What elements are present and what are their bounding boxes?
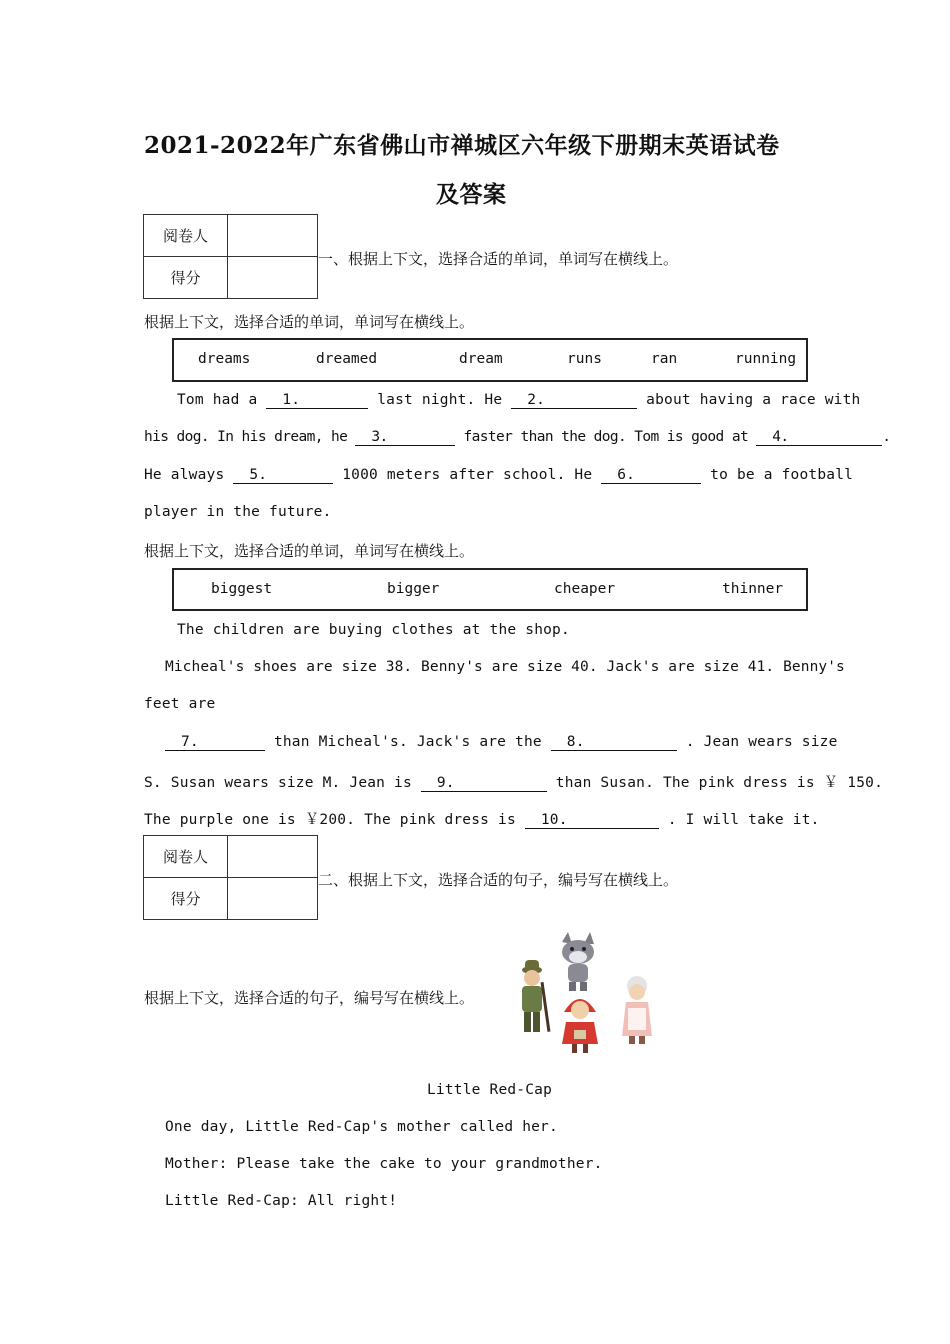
answer-blank-7[interactable]: 7. <box>165 734 265 751</box>
word-bank-item: ran <box>651 351 678 367</box>
reviewer-cell[interactable] <box>228 836 318 878</box>
passage-b-line-3: feet are <box>144 696 216 712</box>
word-bank-item: cheaper <box>554 581 616 597</box>
passage-a-line-1: Tom had a 1. last night. He 2. about having a race with <box>177 392 861 408</box>
answer-blank-5[interactable]: 5. <box>233 467 333 484</box>
section-2-instruction: 根据上下文，选择合适的句子，编号写在横线上。 <box>144 989 475 1007</box>
story-title: Little Red-Cap <box>427 1082 553 1098</box>
answer-blank-1[interactable]: 1. <box>266 392 368 409</box>
passage-a-line-2: his dog. In his dream, he 3. faster than the dog. Tom is good at 4. . <box>144 429 891 445</box>
score-table-1 <box>143 214 318 299</box>
score-label: 得分 <box>144 878 228 920</box>
answer-blank-4[interactable]: 4. <box>756 429 882 446</box>
passage-b-line-4: 7. than Micheal's. Jack's are the 8. . Jean wears size <box>165 734 845 751</box>
passage-b-line-1: The children are buying clothes at the shop. <box>177 622 570 638</box>
score-label: 得分 <box>144 257 228 299</box>
word-bank-item: running <box>735 351 797 367</box>
score-table-2 <box>143 835 318 920</box>
wolf-figure <box>562 932 594 991</box>
grandmother-figure <box>622 976 652 1044</box>
document-title-line-2: 及答案 <box>436 181 507 208</box>
story-line-2: Mother: Please take the cake to your grandmother. <box>165 1156 603 1172</box>
word-bank-item: biggest <box>211 581 273 597</box>
passage-b-line-2: Micheal's shoes are size 38. Benny's are size 40. Jack's are size 41. Benny's <box>165 659 845 675</box>
word-bank-item: thinner <box>722 581 784 597</box>
passage-b-line-5: S. Susan wears size M. Jean is 9. than Susan. The pink dress is ￥ 150. <box>144 775 884 791</box>
reviewer-cell[interactable] <box>228 215 318 257</box>
answer-blank-9[interactable]: 9. <box>421 775 547 792</box>
word-bank-item: bigger <box>387 581 440 597</box>
word-bank-item: runs <box>567 351 602 367</box>
answer-blank-2[interactable]: 2. <box>511 392 637 409</box>
score-cell[interactable] <box>228 878 318 920</box>
word-bank-b <box>172 568 808 611</box>
word-bank-item: dreamed <box>316 351 378 367</box>
section-1-heading: 一、根据上下文，选择合适的单词，单词写在横线上。 <box>318 250 679 268</box>
section-1b-instruction: 根据上下文，选择合适的单词，单词写在横线上。 <box>144 542 475 560</box>
passage-a-line-3: He always 5. 1000 meters after school. He 6. to be a football <box>144 467 854 483</box>
passage-a-line-4: player in the future. <box>144 504 332 520</box>
story-characters-illustration <box>512 932 662 1058</box>
section-2-heading: 二、根据上下文，选择合适的句子，编号写在横线上。 <box>318 871 679 889</box>
score-cell[interactable] <box>228 257 318 299</box>
red-cap-figure <box>562 999 598 1053</box>
section-1a-instruction: 根据上下文，选择合适的单词，单词写在横线上。 <box>144 313 475 331</box>
word-bank-a <box>172 338 808 382</box>
story-line-1: One day, Little Red-Cap's mother called her. <box>165 1119 558 1135</box>
reviewer-label: 阅卷人 <box>144 215 228 257</box>
document-title-line-1: 2021-2022年广东省佛山市禅城区六年级下册期末英语试卷 <box>144 132 780 159</box>
answer-blank-8[interactable]: 8. <box>551 734 677 751</box>
answer-blank-6[interactable]: 6. <box>601 467 701 484</box>
hunter-figure <box>522 960 550 1032</box>
word-bank-item: dreams <box>198 351 251 367</box>
story-line-3: Little Red-Cap: All right! <box>165 1193 398 1209</box>
word-bank-item: dream <box>459 351 503 367</box>
passage-b-line-6: The purple one is ￥200. The pink dress is 10. . I will take it. <box>144 812 820 828</box>
answer-blank-10[interactable]: 10. <box>525 812 659 829</box>
answer-blank-3[interactable]: 3. <box>355 429 455 446</box>
reviewer-label: 阅卷人 <box>144 836 228 878</box>
